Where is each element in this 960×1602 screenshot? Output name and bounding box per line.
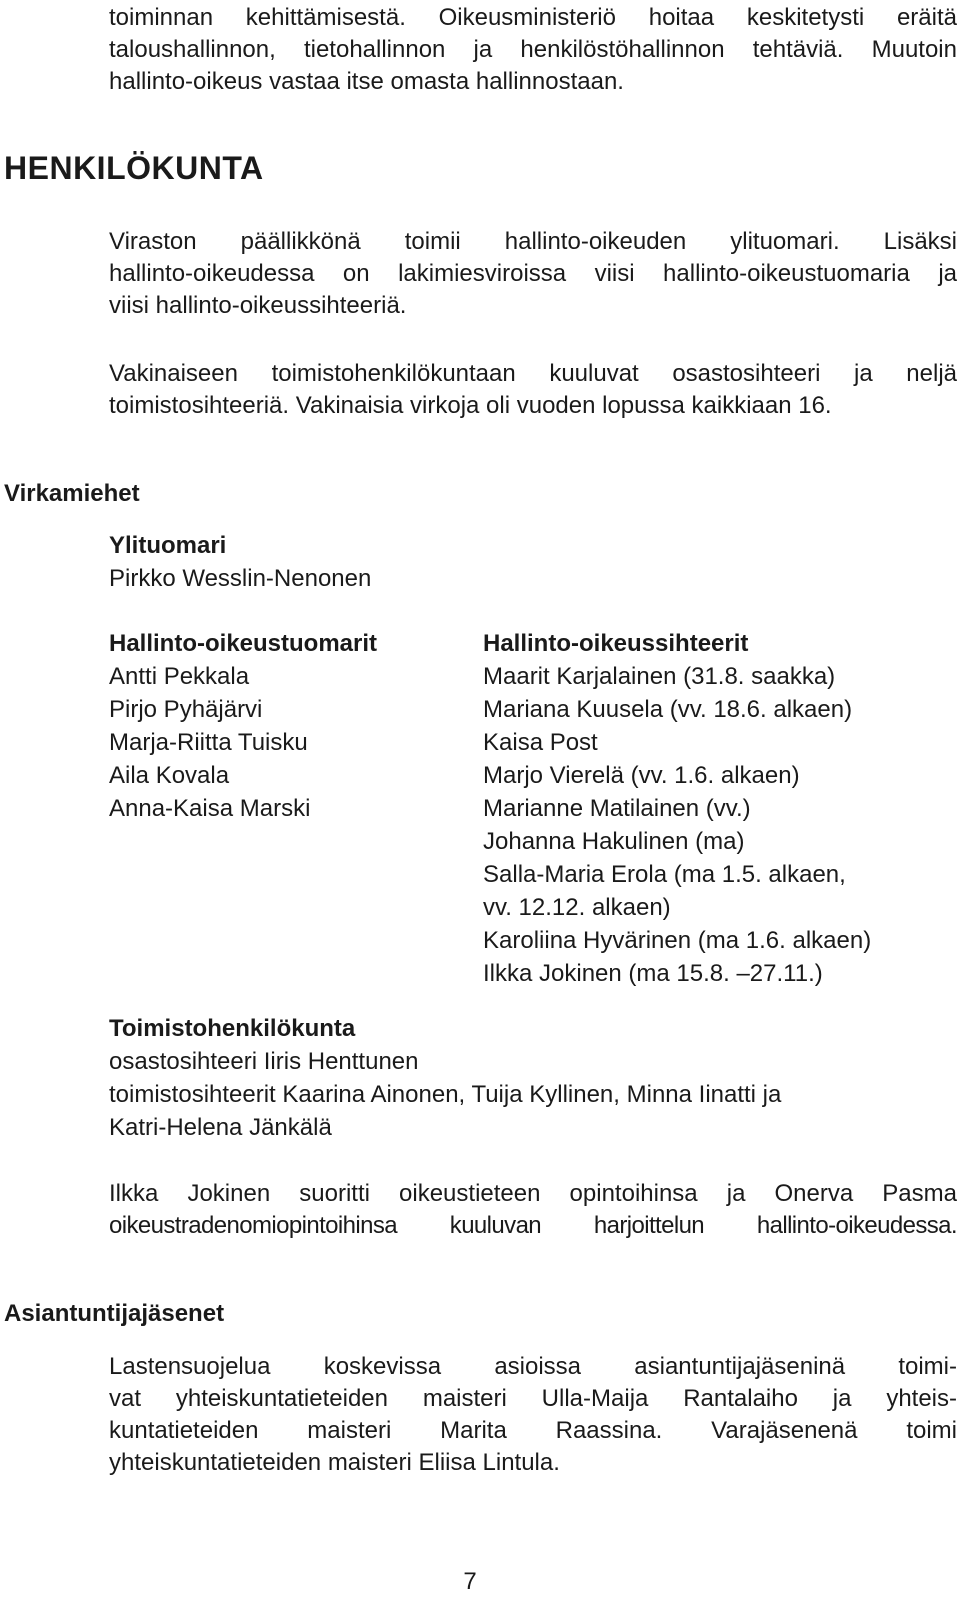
page-number: 7 bbox=[463, 1568, 477, 1595]
tuomari-name: Antti Pekkala bbox=[109, 663, 250, 690]
harjoittelu-line: oikeustradenomiopintoihinsa kuuluvan harjoittelun hallinto-oikeudessa. bbox=[109, 1212, 957, 1239]
sihteeri-name: Salla-Maria Erola (ma 1.5. alkaen, bbox=[483, 861, 846, 888]
paragraph-staff bbox=[109, 358, 957, 422]
intro-line: hallinto-oikeus vastaa itse omasta hallinnostaan. bbox=[109, 68, 624, 95]
asiantuntijat-line: kuntatieteiden maisteri Marita Raassina. Varajäsenenä toimi bbox=[109, 1417, 957, 1444]
paragraph-leadership bbox=[109, 226, 957, 322]
paragraph-line: hallinto-oikeudessa on lakimiesviroissa viisi hallinto-oikeustuomaria ja bbox=[109, 260, 957, 287]
intro-line: taloushallinnon, tietohallinnon ja henkilöstöhallinnon tehtäviä. Muutoin bbox=[109, 36, 957, 63]
sihteeri-name: Johanna Hakulinen (ma) bbox=[483, 828, 745, 855]
toimisto-line: Katri-Helena Jänkälä bbox=[109, 1114, 332, 1141]
sihteeri-name: Marjo Vierelä (vv. 1.6. alkaen) bbox=[483, 762, 800, 789]
intro-paragraph bbox=[109, 2, 957, 98]
virkamiehet-heading: Virkamiehet bbox=[4, 480, 140, 507]
harjoittelu-line: Ilkka Jokinen suoritti oikeustieteen opintoihinsa ja Onerva Pasma bbox=[109, 1180, 957, 1207]
ylituomari-name: Pirkko Wesslin-Nenonen bbox=[109, 565, 372, 592]
sihteeri-name: Ilkka Jokinen (ma 15.8. –27.11.) bbox=[483, 960, 823, 987]
sihteerit-column bbox=[483, 627, 871, 990]
sihteeri-name: Maarit Karjalainen (31.8. saakka) bbox=[483, 663, 836, 690]
toimisto-line: toimistosihteerit Kaarina Ainonen, Tuija Kyllinen, Minna Iinatti ja bbox=[109, 1081, 782, 1108]
harjoittelu-paragraph bbox=[109, 1178, 957, 1242]
asiantuntijat-line: vat yhteiskuntatieteiden maisteri Ulla-Maija Rantalaiho ja yhteis- bbox=[109, 1385, 957, 1412]
tuomarit-title: Hallinto-oikeustuomarit bbox=[109, 630, 378, 657]
asiantuntijat-paragraph bbox=[109, 1351, 957, 1479]
intro-line: toiminnan kehittämisestä. Oikeusministeriö hoitaa keskitetysti eräitä bbox=[109, 4, 957, 31]
paragraph-line: Vakinaiseen toimistohenkilökuntaan kuuluvat osastosihteeri ja neljä bbox=[109, 360, 957, 387]
tuomari-name: Aila Kovala bbox=[109, 762, 230, 789]
asiantuntijat-heading: Asiantuntijajäsenet bbox=[4, 1300, 225, 1327]
sihteeri-name: Mariana Kuusela (vv. 18.6. alkaen) bbox=[483, 696, 853, 723]
tuomari-name: Marja-Riitta Tuisku bbox=[109, 729, 308, 756]
asiantuntijat-line: Lastensuojelua koskevissa asioissa asiantuntijajäseninä toimi- bbox=[109, 1353, 957, 1380]
paragraph-line: viisi hallinto-oikeussihteeriä. bbox=[109, 292, 407, 319]
tuomari-name: Pirjo Pyhäjärvi bbox=[109, 696, 263, 723]
toimisto-line: osastosihteeri Iiris Henttunen bbox=[109, 1048, 419, 1075]
sihteeri-name: Kaisa Post bbox=[483, 729, 598, 756]
tuomari-name: Anna-Kaisa Marski bbox=[109, 795, 311, 822]
toimisto-title: Toimistohenkilökunta bbox=[109, 1015, 356, 1042]
sihteeri-name: Marianne Matilainen (vv.) bbox=[483, 795, 751, 822]
tuomarit-column bbox=[109, 627, 377, 825]
paragraph-line: Viraston päällikkönä toimii hallinto-oikeuden ylituomari. Lisäksi bbox=[109, 228, 957, 255]
section-title: HENKILÖKUNTA bbox=[4, 150, 264, 186]
ylituomari-title: Ylituomari bbox=[109, 532, 227, 559]
ylituomari-block bbox=[109, 529, 371, 595]
sihteerit-title: Hallinto-oikeussihteerit bbox=[483, 630, 749, 657]
paragraph-line: toimistosihteeriä. Vakinaisia virkoja oli vuoden lopussa kaikkiaan 16. bbox=[109, 392, 832, 419]
toimisto-block bbox=[109, 1012, 957, 1144]
sihteeri-name: vv. 12.12. alkaen) bbox=[483, 894, 671, 921]
asiantuntijat-line: yhteiskuntatieteiden maisteri Eliisa Lintula. bbox=[109, 1449, 560, 1476]
sihteeri-name: Karoliina Hyvärinen (ma 1.6. alkaen) bbox=[483, 927, 872, 954]
